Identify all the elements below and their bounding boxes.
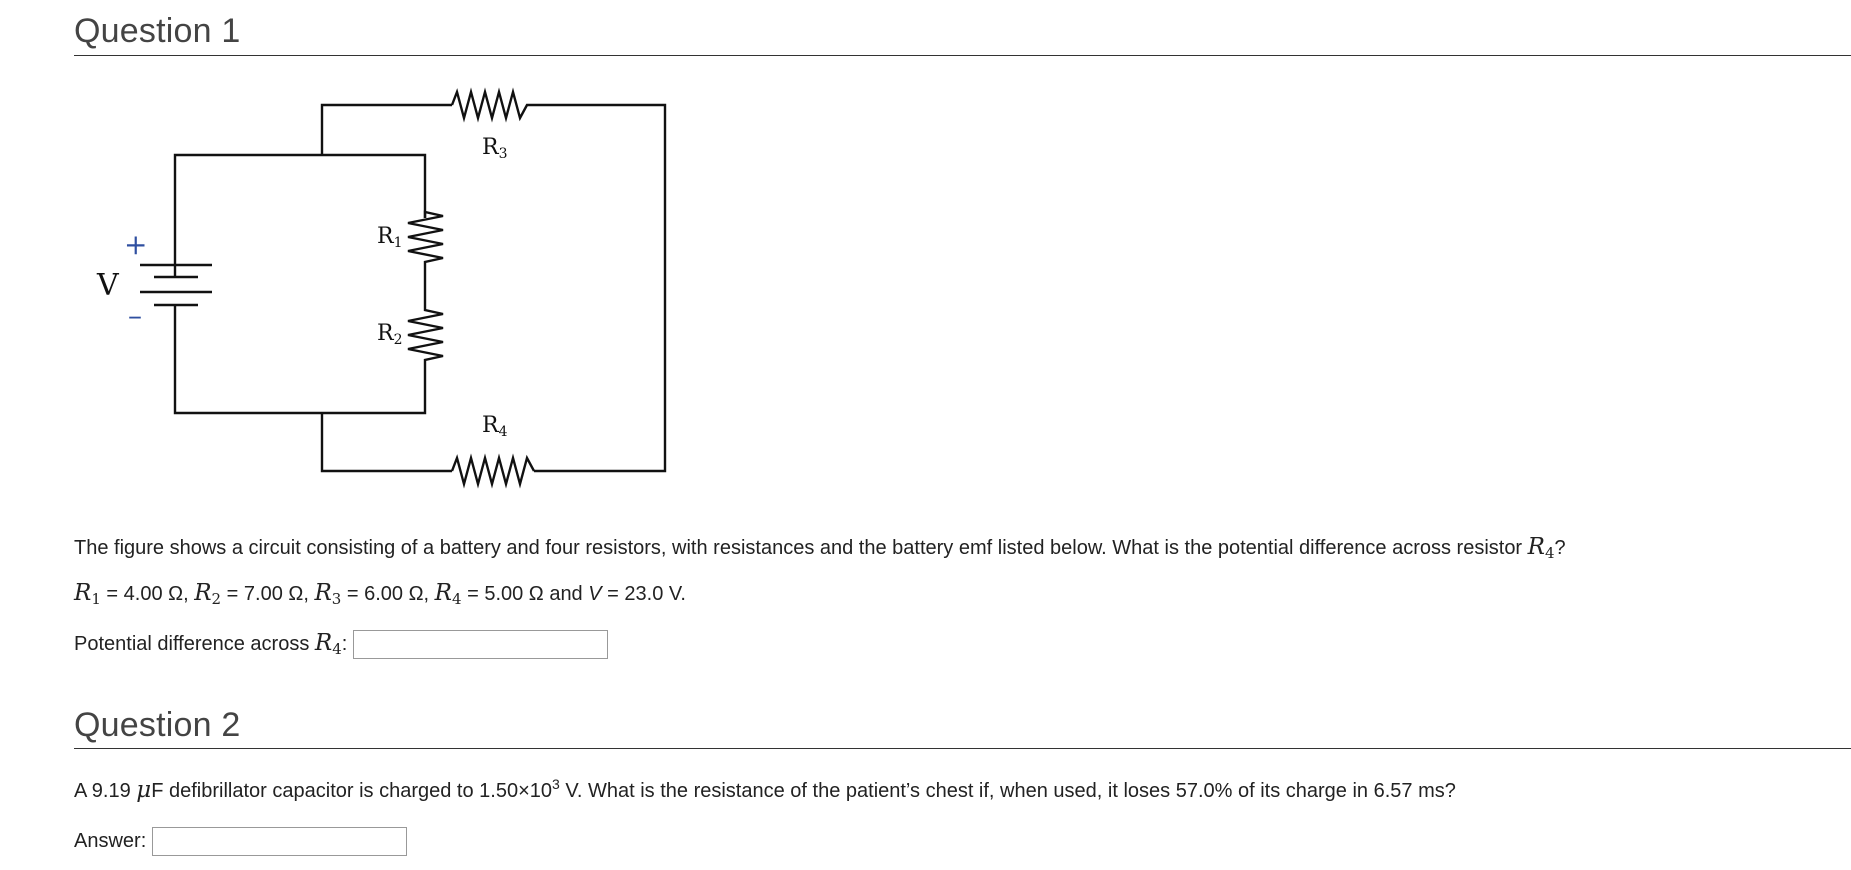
r1-value: = 4.00 Ω, xyxy=(100,583,195,605)
v-var: V xyxy=(588,583,602,605)
circuit-diagram xyxy=(0,0,700,490)
battery-label: V xyxy=(97,268,119,303)
prompt-variable: $R_4$ xyxy=(1527,534,1555,562)
r2-var: $R_2$ xyxy=(194,580,222,608)
wire-inner-top xyxy=(175,155,425,278)
wire-outer-top-left xyxy=(322,105,452,155)
question-1-answer-row xyxy=(74,630,608,659)
question-1-answer-input[interactable] xyxy=(353,630,608,659)
exponent: 3 xyxy=(552,776,560,792)
question-2-divider xyxy=(74,748,1851,749)
answer-label-2: Answer: xyxy=(74,829,147,852)
question-1-prompt xyxy=(74,534,1566,562)
question-1-title: Question 1 xyxy=(74,12,241,50)
r2-value: = 7.00 Ω, xyxy=(221,583,315,605)
plus-sign: + xyxy=(124,228,148,261)
r2-label: R2 xyxy=(377,321,403,348)
r4-var: $R_4$ xyxy=(434,580,462,608)
resistor-r4-zigzag xyxy=(452,458,534,484)
question-1-prompt-text: The figure shows a circuit consisting of a battery and four resistors, with resistances and the battery emf listed below. What is the potential difference across resistor xyxy=(74,537,1528,559)
r3-value: = 6.00 Ω, xyxy=(341,583,435,605)
answer-label: Potential difference across xyxy=(74,633,315,655)
answer-variable: $R_4$ xyxy=(314,630,342,658)
question-2-answer-input[interactable] xyxy=(152,827,407,856)
question-2-answer-row xyxy=(74,827,407,856)
mu-symbol: μ xyxy=(136,777,152,803)
wire-outer-right xyxy=(534,105,665,471)
r3-var: $R_3$ xyxy=(314,580,342,608)
r4-label: R4 xyxy=(482,413,508,440)
r1-label: R1 xyxy=(377,224,403,251)
prompt-end: ? xyxy=(1554,537,1566,559)
r1-var: $R_1$ xyxy=(74,580,101,608)
resistor-r3-zigzag xyxy=(452,92,534,118)
v-value: = 23.0 V. xyxy=(601,583,686,605)
r4-value: = 5.00 Ω and xyxy=(461,583,589,605)
wire-outer-bottom-left xyxy=(322,413,452,471)
resistor-r2-zigzag xyxy=(408,306,443,366)
question-2-title: Question 2 xyxy=(74,706,241,744)
question-1-values xyxy=(74,580,686,608)
r3-label: R3 xyxy=(482,135,508,162)
resistor-r1-zigzag xyxy=(408,212,443,268)
question-2-prompt: A 9.19 μF defibrillator capacitor is charged to $1.50\times 10^3$ V. What is the resistance of the patient’s chest if, when used, it loses 57.0% of its charge in 6.57 ms? xyxy=(74,776,1456,803)
minus-sign: – xyxy=(128,299,142,332)
answer-colon: : xyxy=(341,633,348,655)
